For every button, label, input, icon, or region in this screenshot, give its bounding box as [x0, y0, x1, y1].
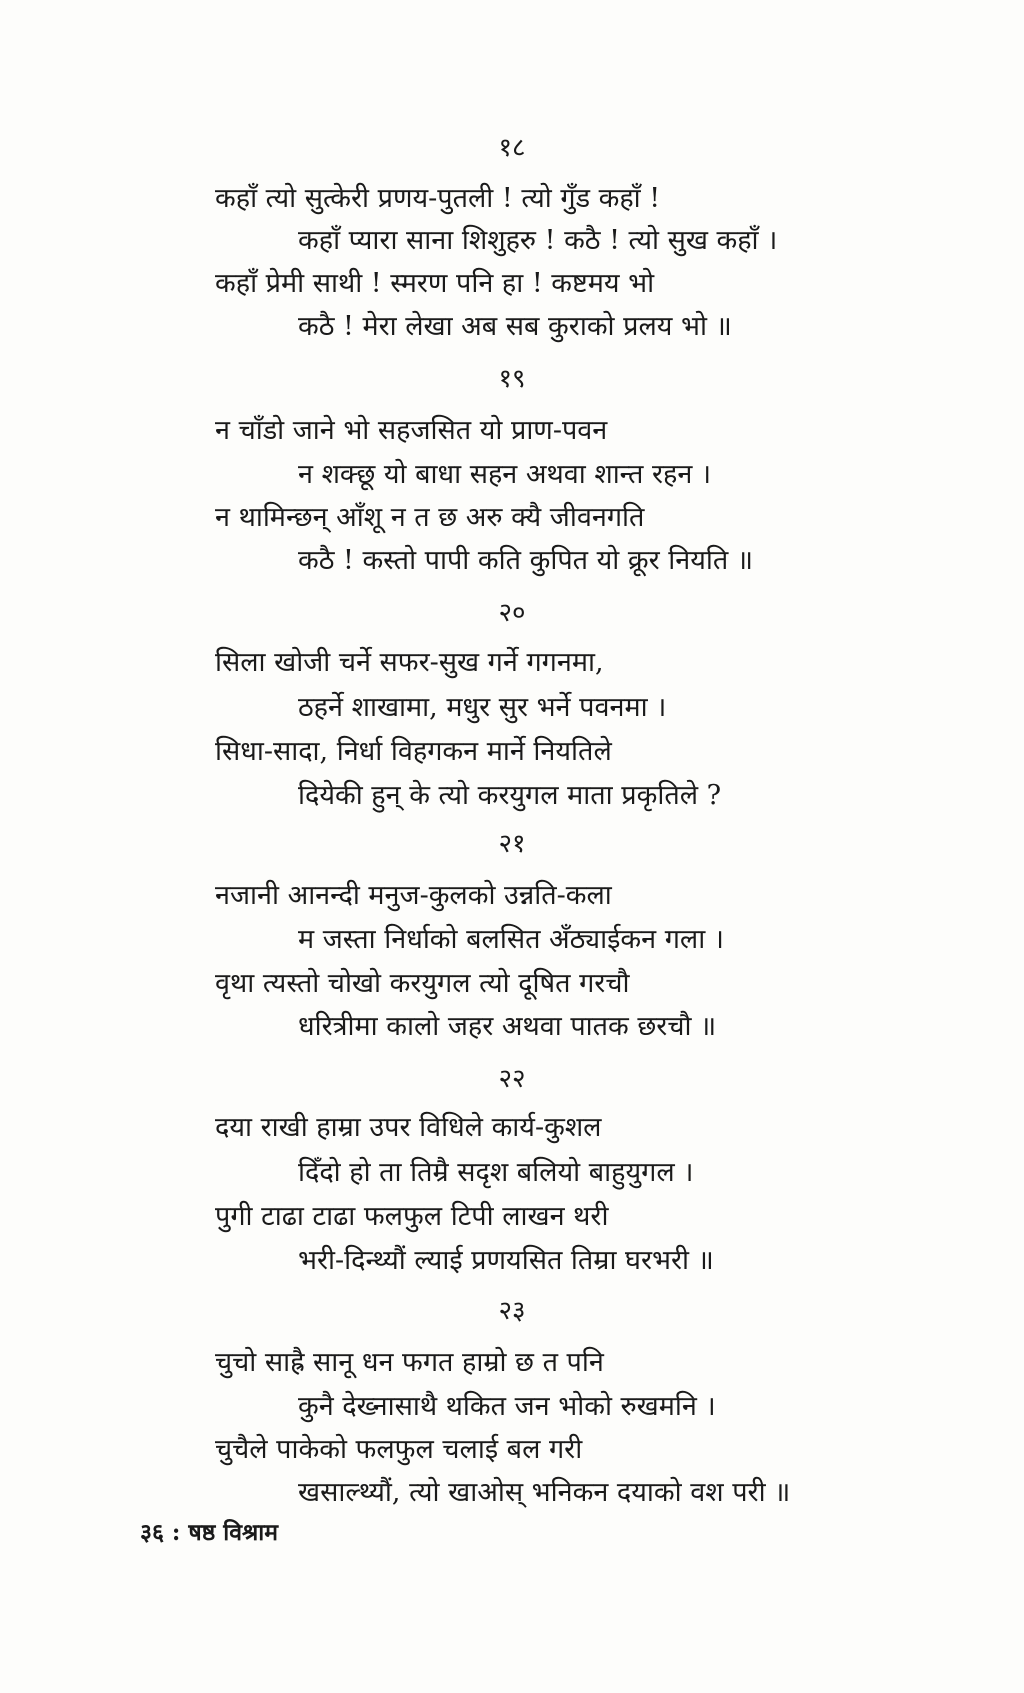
verse-line: सिला खोजी चर्ने सफर-सुख गर्ने गगनमा, — [215, 647, 604, 678]
verse-line: कठै ! कस्तो पापी कति कुपित यो क्रूर नियति ॥ — [298, 545, 753, 576]
verse-line: दियेकी हुन् के त्यो करयुगल माता प्रकृतिले ? — [298, 780, 722, 811]
verse-line: पुगी टाढा टाढा फलफुल टिपी लाखन थरी — [215, 1201, 609, 1232]
page-footer: ३६ : षष्ठ विश्राम — [140, 1519, 279, 1546]
stanza-number: २३ — [498, 1296, 526, 1326]
verse-line: खसाल्थ्यौं, त्यो खाओस् भनिकन दयाको वश परी ॥ — [298, 1477, 791, 1508]
verse-line: कहाँ प्रेमी साथी ! स्मरण पनि हा ! कष्टमय भो — [215, 268, 655, 299]
verse-line: कहाँ त्यो सुत्केरी प्रणय-पुतली ! त्यो गुँड कहाँ ! — [215, 183, 661, 214]
verse-line: कठै ! मेरा लेखा अब सब कुराको प्रलय भो ॥ — [298, 311, 732, 342]
verse-line: भरी-दिन्थ्यौं ल्याई प्रणयसित तिम्रा घरभरी ॥ — [298, 1245, 714, 1276]
verse-line: चुचो साह्रै सानू धन फगत हाम्रो छ त पनि — [215, 1347, 604, 1378]
stanza-number: २० — [498, 598, 526, 628]
verse-line: चुचैले पाकेको फलफुल चलाई बल गरी — [215, 1434, 583, 1465]
verse-line: नजानी आनन्दी मनुज-कुलको उन्नति-कला — [215, 880, 612, 911]
verse-line: न चाँडो जाने भो सहजसित यो प्राण-पवन — [215, 415, 608, 446]
verse-line: कहाँ प्यारा साना शिशुहरु ! कठै ! त्यो सुख कहाँ । — [298, 225, 778, 256]
stanza-number: १९ — [498, 364, 526, 394]
verse-line: सिधा-सादा, निर्धा विहगकन मार्ने नियतिले — [215, 736, 612, 767]
verse-line: दिँदो हो ता तिम्रै सदृश बलियो बाहुयुगल । — [298, 1157, 694, 1188]
verse-line: धरित्रीमा कालो जहर अथवा पातक छरचौ ॥ — [298, 1011, 717, 1042]
verse-line: म जस्ता निर्धाको बलसित अँठ्याईकन गला । — [298, 924, 725, 955]
verse-line: न थामिन्छन् आँशू न त छ अरु क्यै जीवनगति — [215, 502, 645, 533]
stanza-number: १८ — [498, 133, 526, 163]
verse-line: वृथा त्यस्तो चोखो करयुगल त्यो दूषित गरचौ — [215, 968, 630, 999]
verse-line: दया राखी हाम्रा उपर विधिले कार्य-कुशल — [215, 1112, 602, 1143]
verse-line: न शक्छू यो बाधा सहन अथवा शान्त रहन । — [298, 459, 712, 490]
stanza-number: २२ — [498, 1064, 526, 1094]
verse-line: ठहर्ने शाखामा, मधुर सुर भर्ने पवनमा । — [298, 692, 667, 723]
verse-line: कुनै देख्नासाथै थकित जन भोको रुखमनि । — [298, 1391, 716, 1422]
stanza-number: २१ — [498, 829, 526, 859]
